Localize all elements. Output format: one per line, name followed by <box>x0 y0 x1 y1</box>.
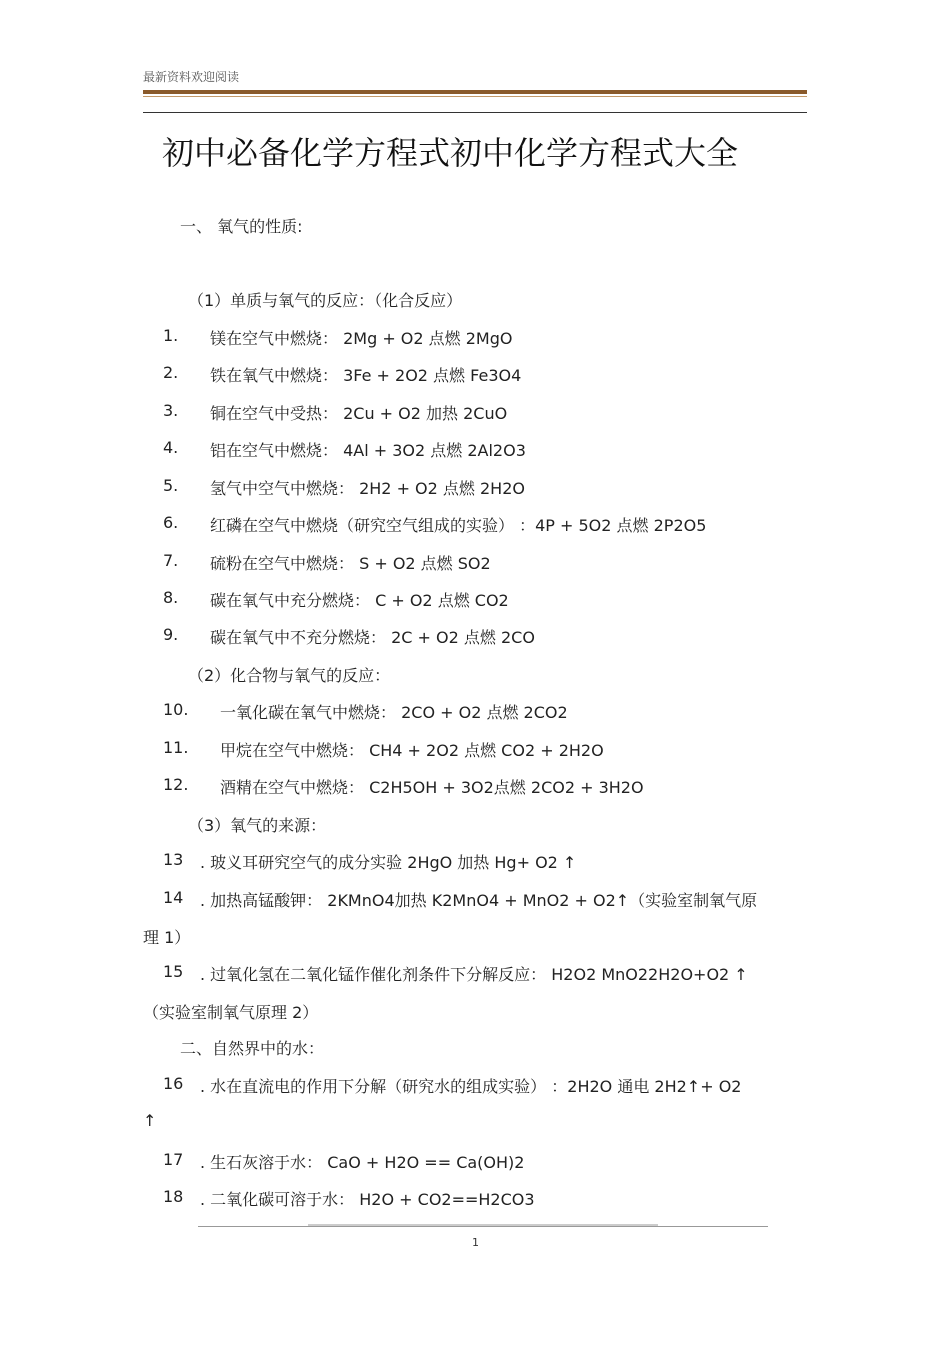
equation-text-continued: ↑ <box>143 1111 157 1130</box>
equation-text: . 加热高锰酸钾： 2KMnO4加热 K2MnO4 + MnO2 + O2↑（实验室制氧气原 <box>200 891 758 910</box>
equation-number: 16 <box>163 1074 184 1093</box>
equation-text: . 玻义耳研究空气的成分实验 2HgO 加热 Hg+ O2 ↑ <box>200 853 577 872</box>
footer-rule <box>198 1226 768 1227</box>
equation-text: . 水在直流电的作用下分解（研究水的组成实验） ：2H2O 通电 2H2↑+ O2 <box>200 1077 742 1096</box>
equation-number: 3. <box>163 401 179 420</box>
equation-number: 9. <box>163 625 179 644</box>
subsection-heading-1: （1）单质与氧气的反应：（化合反应） <box>188 291 463 310</box>
equation-number: 14 <box>163 888 184 907</box>
equation-number: 7. <box>163 551 179 570</box>
equation-number: 17 <box>163 1150 184 1169</box>
equation-text: . 过氧化氢在二氧化锰作催化剂条件下分解反应： H2O2 MnO22H2O+O2 ↑ <box>200 965 748 984</box>
equation-number: 11. <box>163 738 189 757</box>
equation-text: 铜在空气中受热： 2Cu + O2 加热 2CuO <box>210 404 508 423</box>
page-header: 最新资料欢迎阅读 <box>143 70 240 84</box>
equation-text: 氢气中空气中燃烧： 2H2 + O2 点燃 2H2O <box>210 479 525 498</box>
equation-number: 8. <box>163 588 179 607</box>
equation-text-continued: 理 1） <box>143 928 191 947</box>
document-title: 初中必备化学方程式初中化学方程式大全 <box>162 134 739 172</box>
equation-text: 碳在氧气中充分燃烧： C + O2 点燃 CO2 <box>210 591 509 610</box>
equation-text: 一氧化碳在氧气中燃烧： 2CO + O2 点燃 2CO2 <box>220 703 568 722</box>
equation-text: 铁在氧气中燃烧： 3Fe + 2O2 点燃 Fe3O4 <box>210 366 522 385</box>
equation-text: 酒精在空气中燃烧： C2H5OH + 3O2点燃 2CO2 + 3H2O <box>220 778 644 797</box>
equation-number: 6. <box>163 513 179 532</box>
section-heading-water: 二、自然界中的水： <box>180 1039 325 1058</box>
equation-text: 硫粉在空气中燃烧： S + O2 点燃 SO2 <box>210 554 491 573</box>
page-number: 1 <box>472 1236 479 1249</box>
equation-number: 15 <box>163 962 184 981</box>
header-rule-thick <box>143 90 807 94</box>
header-rule-thin <box>143 96 807 97</box>
header-rule-bottom <box>143 112 807 113</box>
equation-number: 12. <box>163 775 189 794</box>
equation-text: 铝在空气中燃烧： 4Al + 3O2 点燃 2Al2O3 <box>210 441 526 460</box>
equation-text: 甲烷在空气中燃烧： CH4 + 2O2 点燃 CO2 + 2H2O <box>220 741 604 760</box>
equation-number: 5. <box>163 476 179 495</box>
equation-number: 10. <box>163 700 189 719</box>
equation-text: 镁在空气中燃烧： 2Mg + O2 点燃 2MgO <box>210 329 513 348</box>
subsection-heading-2: （2）化合物与氧气的反应： <box>188 666 391 685</box>
equation-number: 1. <box>163 326 179 345</box>
equation-text: 碳在氧气中不充分燃烧： 2C + O2 点燃 2CO <box>210 628 535 647</box>
equation-text: 红磷在空气中燃烧（研究空气组成的实验） ：4P + 5O2 点燃 2P2O5 <box>210 516 707 535</box>
subsection-heading-3: （3）氧气的来源： <box>188 816 327 835</box>
equation-text: . 二氧化碳可溶于水： H2O + CO2==H2CO3 <box>200 1190 535 1209</box>
equation-text: . 生石灰溶于水： CaO + H2O == Ca(OH)2 <box>200 1153 525 1172</box>
equation-number: 2. <box>163 363 179 382</box>
equation-number: 18 <box>163 1187 184 1206</box>
section-heading-oxygen: 一、 氧气的性质: <box>180 217 303 236</box>
equation-text-continued: （实验室制氧气原理 2） <box>143 1003 319 1022</box>
equation-number: 4. <box>163 438 179 457</box>
equation-number: 13 <box>163 850 184 869</box>
